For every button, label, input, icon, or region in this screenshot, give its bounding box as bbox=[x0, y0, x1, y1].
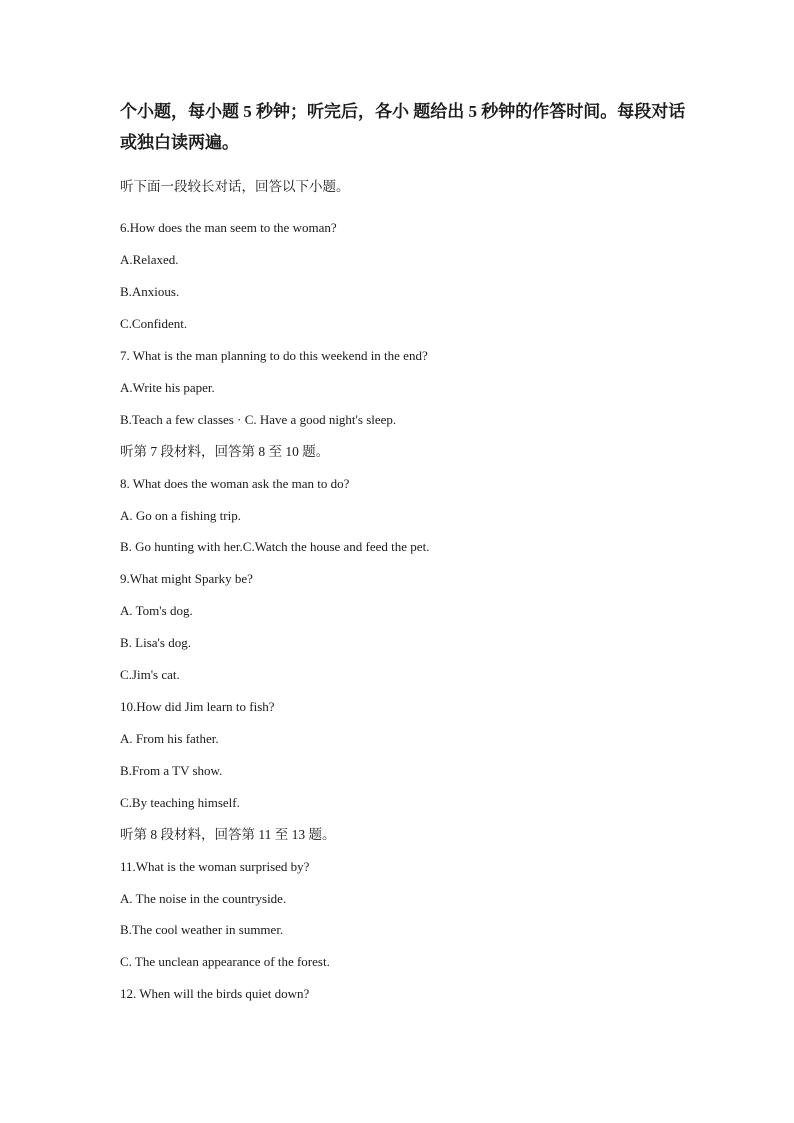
option-6a: A.Relaxed. bbox=[120, 252, 179, 267]
option-11b: B.The cool weather in summer. bbox=[120, 922, 284, 937]
question-7: 7. What is the man planning to do this weekend in the end? bbox=[120, 348, 428, 363]
option-6b: B.Anxious. bbox=[120, 284, 180, 299]
option-10a: A. From his father. bbox=[120, 731, 219, 746]
option-6c: C.Confident. bbox=[120, 316, 188, 331]
option-7a: A.Write his paper. bbox=[120, 380, 215, 395]
section-intro bbox=[120, 96, 700, 158]
question-11: 11.What is the woman surprised by? bbox=[120, 859, 310, 874]
option-9c: C.Jim's cat. bbox=[120, 667, 180, 682]
intro-line-1: 个小题，每小题 5 秒钟；听完后，各小 题给出 5 秒钟的作答时间。每段对话 bbox=[120, 102, 686, 121]
option-10b: B.From a TV show. bbox=[120, 763, 223, 778]
option-9b: B. Lisa's dog. bbox=[120, 635, 191, 650]
intro-line-2: 或独白读两遍。 bbox=[120, 133, 239, 152]
option-7bc: B.Teach a few classes · C. Have a good night's sleep. bbox=[120, 412, 397, 427]
option-9a: A. Tom's dog. bbox=[120, 603, 193, 618]
option-8bc: B. Go hunting with her.C.Watch the house and feed the pet. bbox=[120, 539, 430, 554]
option-8a: A. Go on a fishing trip. bbox=[120, 508, 241, 523]
instruction-material-7: 听第 7 段材料，回答第 8 至 10 题。 bbox=[120, 444, 330, 459]
question-9: 9.What might Sparky be? bbox=[120, 571, 253, 586]
option-11a: A. The noise in the countryside. bbox=[120, 891, 287, 906]
question-10: 10.How did Jim learn to fish? bbox=[120, 699, 275, 714]
question-6: 6.How does the man seem to the woman? bbox=[120, 220, 337, 235]
question-8: 8. What does the woman ask the man to do? bbox=[120, 476, 350, 491]
question-12: 12. When will the birds quiet down? bbox=[120, 986, 310, 1001]
option-11c: C. The unclean appearance of the forest. bbox=[120, 954, 330, 969]
instruction-material-8: 听第 8 段材料，回答第 11 至 13 题。 bbox=[120, 827, 336, 842]
option-10c: C.By teaching himself. bbox=[120, 795, 240, 810]
instruction-dialogue-6: 听下面一段较长对话，回答以下小题。 bbox=[120, 179, 350, 194]
